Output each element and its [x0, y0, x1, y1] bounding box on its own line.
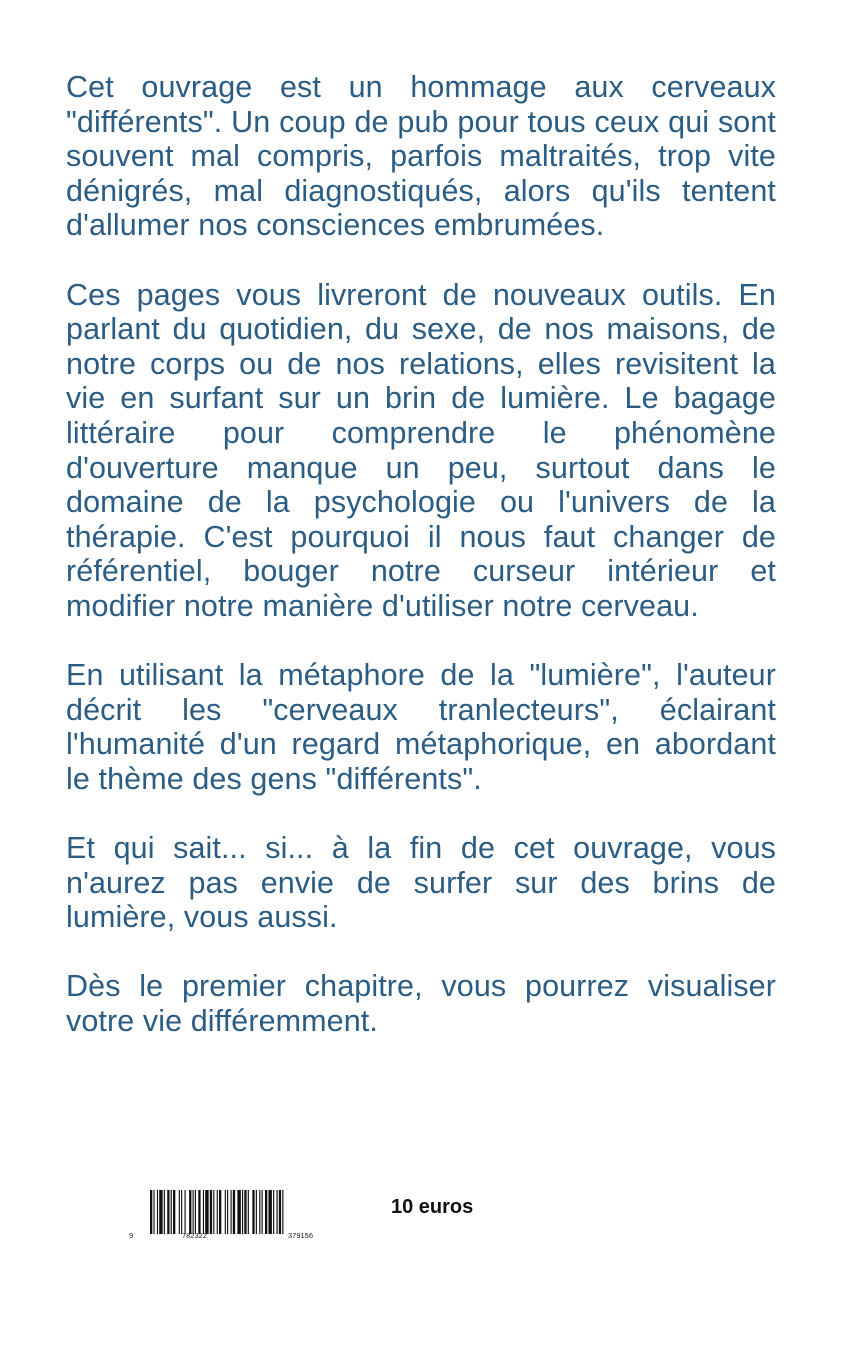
barcode-bar	[173, 1190, 175, 1234]
barcode-bar	[242, 1190, 243, 1234]
barcode-bar	[195, 1190, 196, 1234]
barcode-bar	[265, 1190, 267, 1234]
barcode-bar	[213, 1190, 214, 1234]
barcode-bar	[210, 1190, 212, 1234]
barcode-bar	[159, 1190, 162, 1234]
barcode-bar	[179, 1190, 180, 1234]
barcode-bar	[273, 1190, 274, 1234]
barcode-bar	[225, 1190, 226, 1234]
paragraph-intro: Cet ouvrage est un hommage aux cerveaux "différents". Un coup de pub pour tous ceux qui sont souvent mal compris, parfois maltraités, trop vite dénigrés, mal diagnostiqués, alors qu'ils tentent d'allumer nos consciences embrumées.	[66, 70, 776, 243]
barcode-bar	[231, 1190, 232, 1234]
barcode-bar	[164, 1190, 165, 1234]
barcode-bar	[185, 1190, 186, 1234]
barcode-bar	[171, 1190, 172, 1234]
barcode-bar	[198, 1190, 200, 1234]
price-label: 10 euros	[391, 1196, 474, 1218]
barcode-bar	[150, 1190, 152, 1234]
barcode-bar	[203, 1190, 204, 1234]
barcode-bar	[189, 1190, 191, 1234]
barcode-bars	[150, 1190, 332, 1234]
barcode-bar	[244, 1190, 246, 1234]
paragraph-question: Et qui sait... si... à la fin de cet ouvrage, vous n'aurez pas envie de surfer sur des brins de lumière, vous aussi.	[66, 831, 776, 935]
barcode-bar	[268, 1190, 271, 1234]
barcode-left-digits: 782322	[182, 1231, 208, 1240]
back-cover-text	[66, 70, 776, 1073]
paragraph-tools: Ces pages vous livreront de nouveaux outils. En parlant du quotidien, du sexe, de nos maisons, de notre corps ou de nos relations, elles revisitent la vie en surfant sur un brin de lumière. Le bagage littéraire pour comprendre le phénomène d'ouverture manque un peu, surtout dans le domaine de la psychologie ou l'univers de la thérapie. C'est pourquoi il nous faut changer de référentiel, bouger notre curseur intérieur et modifier notre manière d'utiliser notre cerveau.	[66, 277, 776, 623]
barcode-lead-digit: 9	[129, 1231, 134, 1240]
barcode-bar	[279, 1190, 281, 1234]
paragraph-metaphor: En utilisant la métaphore de la "lumière", l'auteur décrit les "cerveaux tranlecteurs", éclairant l'humanité d'un regard métaphorique, en abordant le thème des gens "différents".	[66, 658, 776, 796]
barcode-bar	[262, 1190, 263, 1234]
barcode-bar	[157, 1190, 158, 1234]
isbn-barcode	[150, 1190, 332, 1234]
barcode-bar	[167, 1190, 169, 1234]
barcode-bar	[193, 1190, 194, 1234]
barcode-bar	[205, 1190, 208, 1234]
barcode-bar	[252, 1190, 254, 1234]
barcode-bar	[217, 1190, 218, 1234]
barcode-bar	[237, 1190, 240, 1234]
barcode-bar	[153, 1190, 154, 1234]
barcode-bar	[248, 1190, 249, 1234]
barcode-bar	[219, 1190, 221, 1234]
barcode-bar	[227, 1190, 228, 1234]
paragraph-closing: Dès le premier chapitre, vous pourrez visualiser votre vie différemment.	[66, 969, 776, 1039]
back-cover-footer	[0, 1180, 850, 1250]
barcode-bar	[233, 1190, 235, 1234]
barcode-bar	[256, 1190, 257, 1234]
barcode-bar	[282, 1190, 283, 1234]
barcode-bar	[181, 1190, 182, 1234]
barcode-right-digits: 379156	[288, 1231, 314, 1240]
barcode-bar	[277, 1190, 278, 1234]
barcode-bar	[259, 1190, 260, 1234]
